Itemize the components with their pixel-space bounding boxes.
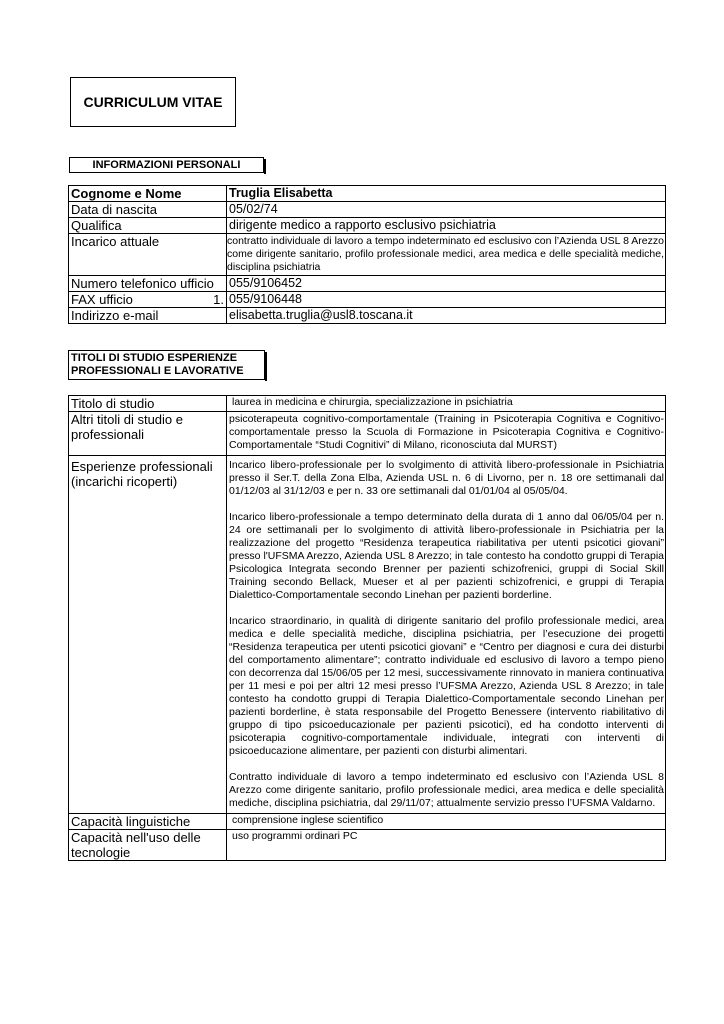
phone-value: 055/9106452 [227, 276, 666, 292]
phone-label: Numero telefonico ufficio [69, 276, 227, 292]
fax-value: 055/9106448 [227, 292, 666, 308]
incarico-label: Incarico attuale [69, 234, 227, 276]
fax-label: FAX ufficio [71, 292, 133, 307]
personal-info-heading-text: INFORMAZIONI PERSONALI [92, 159, 241, 171]
table-row [69, 234, 666, 276]
esperienze-label: Esperienze professionali (incarichi ricoperti) [69, 456, 227, 814]
table-row [69, 814, 666, 830]
table-row [69, 202, 666, 218]
name-value: Truglia Elisabetta [227, 186, 666, 202]
fax-label-cell [69, 292, 227, 308]
esperienze-paragraph: Contratto individuale di lavoro a tempo indeterminato ed esclusivo con l’Azienda USL 8 Arezzo come dirigente sanitario, profilo professionale medici, area medica e delle specialità mediche, disciplina psichiatria, dal 29/11/07; attualmente servizio presso l’UFSMA Valdarno. [229, 771, 664, 809]
email-value: elisabetta.truglia@usl8.toscana.it [227, 308, 666, 324]
titoli-heading [68, 350, 265, 380]
altri-label: Altri titoli di studio e professionali [69, 412, 227, 456]
esperienze-paragraph: Incarico libero-professionale a tempo determinato della durata di 1 anno dal 06/05/04 per n. 24 ore settimanali per lo svolgimento di attività libero-professionale in Psichiatria per la realizzazione del progetto “Residenza terapeutica riabilitativa per utenti psicotici giovani” presso l'UFSMA Arezzo, Azienda USL 8 Arezzo; in tale contesto ha condotto gruppi di Terapia Psicologica Integrata secondo Brenner per pazienti schizofrenici, gruppi di Social Skill Training secondo Bellack, Mueser et al per pazienti schizofrenici, e gruppi di Terapia Dialettico-Comportamentale secondo Linehan per pazienti borderline. [229, 511, 664, 601]
personal-info-table [68, 185, 666, 324]
altri-value: psicoterapeuta cognitivo-comportamentale (Training in Psicoterapia Cognitiva e Cognitivo-comportamentale presso la Scuola di Formazione in Psicoterapia Cognitiva e Cognitivo-Comportamentale “Studi Cognitivi” di Milano, riconosciuta dal MURST) [227, 412, 666, 456]
email-label: Indirizzo e-mail [69, 308, 227, 324]
table-row [69, 396, 666, 412]
esperienze-value [227, 456, 666, 814]
lingue-value: comprensione inglese scientifico [227, 814, 666, 830]
table-row [69, 412, 666, 456]
birth-label: Data di nascita [69, 202, 227, 218]
tecnologie-label: Capacità nell'uso delle tecnologie [69, 830, 227, 861]
titolo-label: Titolo di studio [69, 396, 227, 412]
table-row [69, 218, 666, 234]
personal-info-heading [69, 157, 264, 173]
titolo-value: laurea in medicina e chirurgia, specializzazione in psichiatria [227, 396, 666, 412]
esperienze-paragraph: Incarico straordinario, in qualità di dirigente sanitario del profilo professionale medici, area medica e delle specialità mediche, disciplina psichiatria, per l’esecuzione dei progetti “Residenza terapeutica per utenti psicotici giovani” e “Centro per diagnosi e cura dei disturbi del comportamento alimentare”; contratto individuale ed esclusivo di lavoro a tempo pieno con decorrenza dal 15/06/05 per 12 mesi, successivamente rinnovato in maniera continuativa per 11 mesi e poi per altri 12 mesi presso l’UFSMA Arezzo, Azienda USL 8 Arezzo; in tale contesto ha condotto gruppi di Terapia Dialettico-Comportamentale secondo Linehan per pazienti borderline, è stata responsabile del Progetto Benessere (intervento riabilitativo di gruppo di tipo psicoeducazionale per pazienti psicotici), ed ha condotto interventi di psicoterapia cognitivo-comportamentale individuale, integrati con interventi di psicoeducazione alimentare, per pazienti con disturbi alimentari. [229, 615, 664, 757]
lingue-label: Capacità linguistiche [69, 814, 227, 830]
tecnologie-value: uso programmi ordinari PC [227, 830, 666, 861]
table-row [69, 292, 666, 308]
titoli-heading-line2: PROFESSIONALI E LAVORATIVE [71, 365, 244, 377]
heading-shadow [264, 159, 266, 174]
fax-marker: 1. [213, 292, 224, 307]
table-row [69, 186, 666, 202]
table-row [69, 830, 666, 861]
table-row [69, 308, 666, 324]
qualifica-value: dirigente medico a rapporto esclusivo psichiatria [227, 218, 666, 234]
titoli-table [68, 395, 666, 861]
incarico-value: contratto individuale di lavoro a tempo indeterminato ed esclusivo con l’Azienda USL 8 Arezzo come dirigente sanitario, profilo professionale medici, area medica e delle specialità mediche, disciplina psichiatria [227, 234, 666, 276]
esperienze-paragraph: Incarico libero-professionale per lo svolgimento di attività libero-professionale in Psichiatria presso il Ser.T. della Zona Elba, Azienda USL n. 6 di Livorno, per n. 18 ore settimanali dal 01/12/03 al 31/12/03 e per n. 33 ore settimanali dal 01/01/04 al 05/05/04. [229, 459, 664, 497]
table-row [69, 456, 666, 814]
qualifica-label: Qualifica [69, 218, 227, 234]
titoli-heading-line1: TITOLI DI STUDIO ESPERIENZE [71, 352, 238, 364]
cv-title-text: CURRICULUM VITAE [83, 94, 223, 110]
table-row [69, 276, 666, 292]
name-label: Cognome e Nome [69, 186, 227, 202]
birth-value: 05/02/74 [227, 202, 666, 218]
heading-shadow [265, 352, 267, 381]
cv-title [70, 77, 236, 127]
